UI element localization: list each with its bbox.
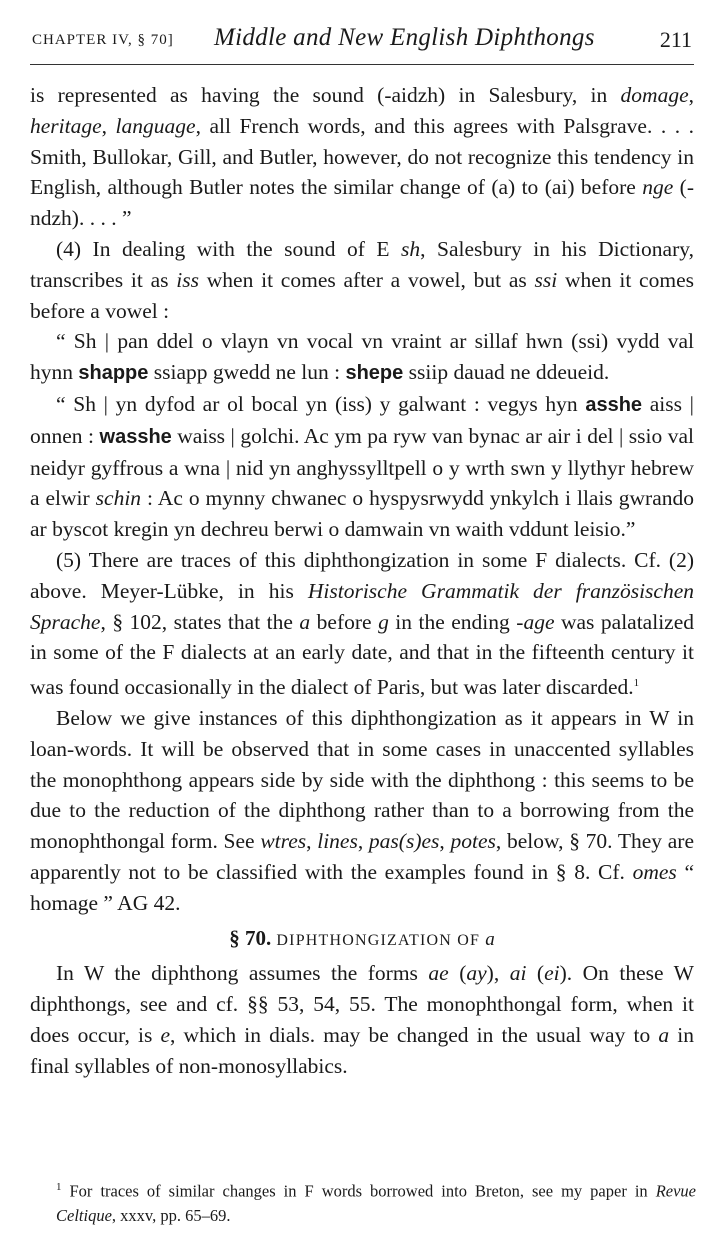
quote-welsh-1 [30, 326, 694, 389]
text-run: ). On these W diphthongs, see and cf. §§ 53, 54, 55. The monophthongal form, when it does occur, is [30, 961, 694, 1048]
paragraph-point-5 [30, 545, 694, 703]
text-run: (5) There are traces of this diphthongization in some F dialects. Cf. (2) above. Meyer-Lübke, in his [30, 547, 694, 603]
quote-welsh-2 [30, 389, 694, 545]
text-run: ( [448, 961, 467, 986]
text-run: before [310, 609, 379, 634]
italic-run: Historische Grammatik der französischen Sprache [30, 578, 695, 634]
footnote [56, 1175, 696, 1228]
italic-run: schin [95, 486, 142, 511]
text-run: in final syllables of non-monosyllabics. [30, 1023, 694, 1078]
text-run: when it comes after a vowel, but as [199, 267, 535, 292]
italic-run: Revue Celtique [56, 1181, 696, 1225]
section-variable: a [485, 928, 495, 950]
text-run: , [101, 113, 116, 138]
italic-run: -age [516, 609, 555, 634]
section-heading [30, 923, 694, 957]
bold-run: wasshe [99, 425, 172, 448]
italic-run: sh [401, 236, 421, 261]
page-number: 211 [659, 27, 692, 52]
text-run: , xxxv, pp. 65–69. [111, 1205, 231, 1225]
text-run: ssiapp gwedd ne lun : [148, 360, 346, 385]
paragraph-point-4 [30, 234, 694, 326]
text-run: (4) In dealing with the sound of E [56, 236, 402, 261]
text-run: , [688, 83, 694, 107]
text-run: : Ac o mynny chwanec o hyspysrwydd ynkylch i llais gwrando ar byscot kregin yn dechreu berwi o damwain vn waith vddunt leisio.” [30, 486, 695, 542]
italic-run: a [658, 1023, 670, 1048]
italic-run: e [160, 1023, 171, 1048]
section-paragraph [30, 958, 694, 1081]
text-run: , [439, 829, 451, 854]
text-run: “ Sh | pan ddel o vlayn vn vocal vn vraint ar sillaf hwn (ssi) vydd val hynn [30, 329, 694, 385]
text-run: , all French words, and this agrees with Palsgrave. . . . Smith, Bullokar, Gill, and Butler, however, do not recognize this tendency in English, although Butler notes the similar change of (a) to (ai) before [30, 113, 694, 200]
chapter-reference: CHAPTER IV, § 70] [32, 32, 174, 48]
bold-run: asshe [585, 393, 643, 416]
text-run: ( [526, 961, 545, 986]
text-run: Below we give instances of this diphthongization as it appears in W in loan-words. It will be observed that in some cases in unaccented syllables the monophthong appears side by side with the diphthong : this seems to be due to the reduction of the diphthong rather than to a borrowing from the monophthongal form. See [30, 706, 694, 854]
text-run: aiss | onnen : [30, 391, 694, 448]
section-number: § 70. [229, 925, 272, 950]
italic-run: wtres [260, 829, 307, 854]
italic-run: ei [544, 961, 560, 986]
text-run: waiss | golchi. Ac ym pa ryw van bynac ar air i del | ssio val neidyr gyffrous a wna | nid yn anghyssylltpell o y wrth swn y llythyr hebrew a elwir [30, 423, 694, 511]
text-run: , which in dials. may be changed in the usual way to [170, 1023, 659, 1048]
text-run: ssiip dauad ne ddeueid. [403, 360, 610, 385]
text-run: , [357, 829, 369, 854]
header-rule [30, 64, 694, 65]
paragraph-loan-words [30, 703, 694, 919]
italic-run: language [115, 113, 196, 138]
section-title: DIPHTHONGIZATION OF [276, 931, 481, 949]
text-run: In W the diphthong assumes the forms [56, 961, 429, 986]
text-run: in the ending [388, 609, 517, 634]
paragraph-continuation [30, 80, 694, 234]
text-run: , Salesbury in his Dictionary, transcribes it as [30, 236, 694, 292]
italic-run: ae [428, 961, 449, 986]
text-run: , below, § 70. They are apparently not to be classified with the examples found in § 8. Cf. [30, 829, 695, 885]
italic-run: nge [642, 175, 674, 200]
footnote-marker: 1 [56, 1181, 62, 1193]
italic-run: a [299, 609, 311, 634]
italic-run: heritage [30, 113, 102, 138]
text-run: was palatalized in some of the F dialects at an early date, and that in the fifteenth century it was found occasionally in the dialect of Paris, but was later discarded. [30, 609, 695, 700]
bold-run: shepe [345, 362, 404, 385]
italic-run: iss [176, 267, 199, 292]
italic-run: lines [317, 829, 358, 854]
running-title: Middle and New English Diphthongs [214, 24, 595, 51]
footnote-marker: 1 [633, 677, 640, 690]
text-run: “ homage ” AG 42. [30, 860, 695, 915]
text-run: (-ndzh). . . . ” [30, 175, 694, 231]
italic-run: omes [632, 860, 677, 885]
italic-run: pas(s)es [368, 829, 440, 854]
bold-run: shappe [78, 362, 149, 385]
italic-run: potes [450, 829, 496, 854]
text-run: is represented as having the sound (-aidzh) in Salesbury, in [30, 83, 621, 107]
text-run: when it comes before a vowel : [30, 267, 694, 323]
text-run: , [306, 829, 318, 854]
text-run: ), [486, 961, 510, 986]
italic-run: domage [620, 83, 689, 107]
italic-run: ai [509, 961, 527, 986]
italic-run: g [378, 609, 389, 634]
italic-run: ssi [534, 267, 558, 292]
italic-run: ay [466, 961, 487, 986]
main-text [30, 80, 694, 1082]
text-run: For traces of similar changes in F words borrowed into Breton, see my paper in [61, 1181, 656, 1201]
running-header [32, 24, 692, 58]
text-run: , § 102, states that the [100, 609, 300, 634]
text-run: “ Sh | yn dyfod ar ol bocal yn (iss) y galwant : vegys hyn [56, 391, 586, 416]
